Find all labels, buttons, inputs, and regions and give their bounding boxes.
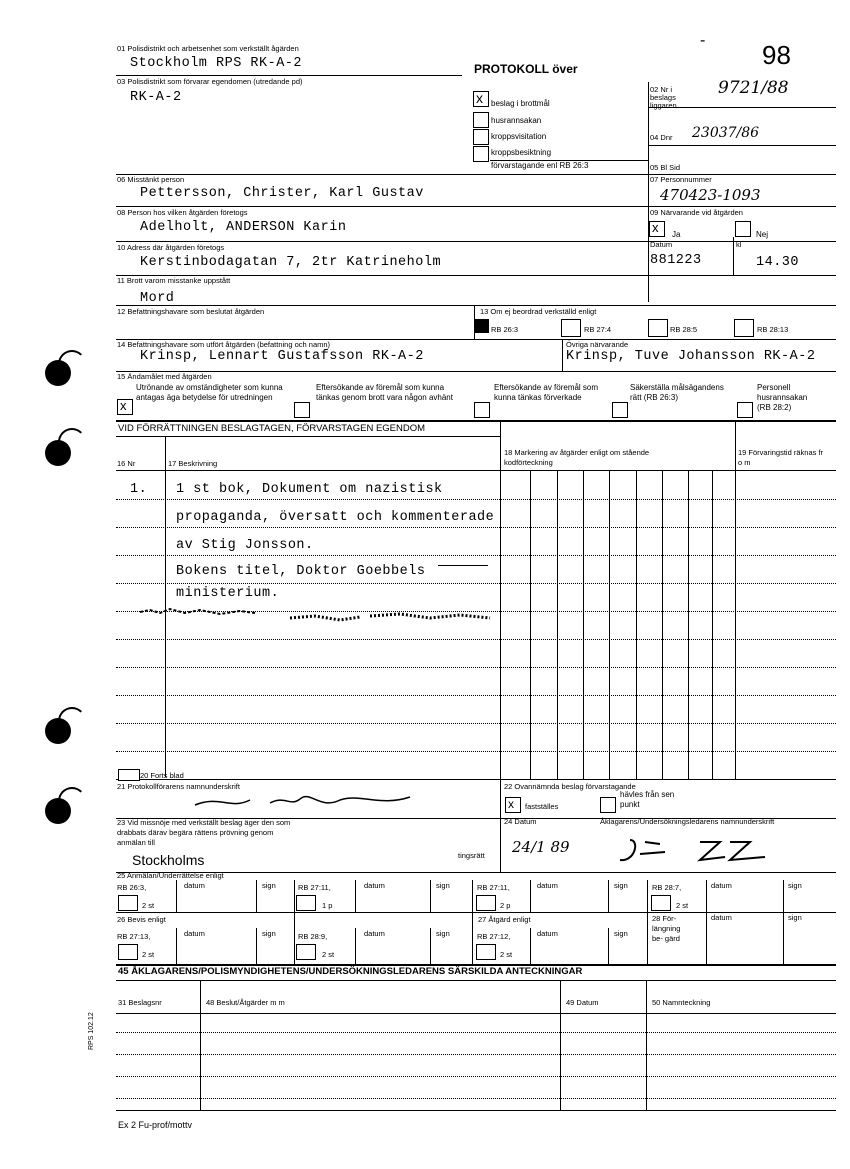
protocol-type-checkbox[interactable]: [473, 129, 489, 145]
field-15-label: 15 Ändamålet med åtgärden: [117, 372, 212, 381]
other-present-value: Krinsp, Tuve Johansson RK-A-2: [566, 349, 816, 364]
field-02-value: 9721/88: [718, 78, 789, 98]
proof-datum: datum: [364, 929, 385, 938]
item-number: 1.: [130, 482, 148, 497]
item-line: ministerium.: [176, 586, 280, 601]
notice-rb: RB 27:11,: [477, 883, 510, 892]
rb-option-label: RB 26:3: [491, 325, 519, 334]
notice-datum: datum: [184, 881, 205, 890]
protocol-type-label: kroppsvisitation: [491, 132, 547, 141]
form-title: PROTOKOLL över: [474, 62, 578, 76]
notice-box-label: 2 st: [142, 901, 155, 910]
field-06-label: 06 Misstänkt person: [117, 175, 185, 184]
present-yes-label: Ja: [672, 230, 681, 239]
col-19-header: 19 Förvaringstid räknas fr o m: [738, 448, 824, 467]
court-suffix: tingsrätt: [458, 851, 485, 860]
proof-box[interactable]: [296, 944, 316, 960]
rb-option-label: RB 28:13: [757, 325, 789, 334]
field-10-label: 10 Adress där åtgärden företogs: [117, 243, 225, 252]
rb-27-4-checkbox[interactable]: [561, 319, 581, 337]
field-23-label: 23 Vid missnöje med verkställt beslag äger den som drabbats därav begära rättens prövning genom anmälan till: [117, 818, 291, 847]
purpose-checkbox[interactable]: [612, 402, 628, 418]
purpose-option: Eftersökande av föremål som kunna tänkas förverkade: [494, 383, 599, 402]
action-rb: RB 27:12,: [477, 932, 511, 941]
col-31-header: 31 Beslagsnr: [118, 998, 162, 1007]
field-27-label: 27 Åtgärd enligt: [478, 915, 531, 924]
rb-28-5-checkbox[interactable]: [648, 319, 668, 337]
punch-hole-arc: [58, 350, 86, 378]
item-line: Bokens titel, Doktor Goebbels: [176, 564, 426, 579]
field-08-value: Adelholt, ANDERSON Karin: [140, 220, 347, 235]
notice-box[interactable]: [651, 895, 671, 911]
notice-box-label: 1 p: [322, 901, 333, 910]
protocol-type-label: kroppsbesiktning: [491, 148, 552, 157]
revoke-checkbox[interactable]: [600, 797, 616, 813]
rb-26-3-checkbox[interactable]: [475, 319, 489, 333]
protocol-type-checkbox[interactable]: x: [473, 91, 489, 107]
purpose-option: Utrönande av omständigheter som kunna antagas äga betydelse för utredningen: [136, 383, 283, 402]
field-09-label: 09 Närvarande vid åtgärden: [650, 208, 743, 217]
time-label: kl: [736, 240, 742, 249]
section-45-header: 45 ÅKLAGARENS/POLISMYNDIGHETENS/UNDERSÖKNINGSLEDARENS SÄRSKILDA ANTECKNINGAR: [118, 966, 583, 977]
extension-sign: sign: [788, 913, 802, 922]
footer-text: Ex 2 Fu-prof/mottv: [118, 1120, 193, 1130]
rb-option-label: RB 27:4: [584, 325, 612, 334]
proof-rb: RB 27:13,: [117, 932, 151, 941]
col-50-header: 50 Namnteckning: [652, 998, 711, 1007]
strikeout-mark: [140, 604, 495, 630]
notice-sign: sign: [614, 881, 628, 890]
proof-box-label: 2 st: [322, 950, 335, 959]
present-no-checkbox[interactable]: [735, 221, 751, 237]
protocol-type-label: förvarstagande enl RB 26:3: [491, 161, 589, 170]
field-11-label: 11 Brott varom misstanke uppstått: [117, 276, 231, 285]
col-18-header: 18 Markering av åtgärder enligt om stående kodförteckning: [504, 448, 650, 467]
purpose-checkbox[interactable]: [294, 402, 310, 418]
form-code: RPS 102.12: [88, 1012, 95, 1050]
item-line: av Stig Jonsson.: [176, 538, 314, 553]
field-21-label: 21 Protokollförarens namnunderskrift: [117, 782, 240, 791]
protocol-type-checkbox[interactable]: [473, 146, 489, 162]
court-name: Stockholms: [132, 852, 205, 868]
proof-datum: datum: [184, 929, 205, 938]
field-05-label: 05 Bl Sid: [650, 163, 681, 172]
continuation-sheet-box[interactable]: [118, 769, 140, 781]
field-14-value: Krinsp, Lennart Gustafsson RK-A-2: [140, 349, 424, 364]
purpose-option: Personell husrannsakan (RB 28:2): [757, 383, 808, 412]
notice-datum: datum: [364, 881, 385, 890]
purpose-checkbox[interactable]: [474, 402, 490, 418]
field-04-value: 23037/86: [692, 125, 760, 141]
field-08-label: 08 Person hos vilken åtgärden företogs: [117, 208, 248, 217]
field-12-label: 12 Befattningshavare som beslutat åtgärden: [117, 307, 265, 316]
purpose-checkbox[interactable]: [737, 402, 753, 418]
notice-box[interactable]: [476, 895, 496, 911]
date-value: 881223: [650, 253, 702, 268]
notice-sign: sign: [788, 881, 802, 890]
field-07-label: 07 Personnummer: [650, 175, 712, 184]
confirm-label: fastställes: [525, 802, 559, 811]
item-line: 1 st bok, Dokument om nazistisk: [176, 482, 443, 497]
confirm-checkbox[interactable]: x: [505, 797, 521, 813]
notice-box[interactable]: [118, 895, 138, 911]
protocol-type-label: husrannsakan: [491, 116, 542, 125]
field-28-label: 28 För- längning be- gärd: [652, 914, 681, 943]
field-13-label: 13 Om ej beordrad verkställd enligt: [480, 307, 597, 316]
field-11-value: Mord: [140, 291, 175, 306]
proof-box[interactable]: [118, 944, 138, 960]
prosecutor-signature-label: Åklagarens/Undersökningsledarens namnunderskrift: [600, 817, 775, 826]
notice-sign: sign: [436, 881, 450, 890]
action-box-label: 2 st: [500, 950, 513, 959]
other-present-label: Övriga närvarande: [566, 340, 629, 349]
notice-datum: datum: [711, 881, 732, 890]
rb-28-13-checkbox[interactable]: [734, 319, 754, 337]
recorder-signature: [190, 785, 420, 820]
protocol-type-checkbox[interactable]: [473, 112, 489, 128]
field-26-label: 26 Bevis enligt: [117, 915, 166, 924]
notice-rb: RB 28:7,: [652, 883, 682, 892]
field-25-label: 25 Anmälan/Underrättelse enligt: [117, 871, 224, 880]
field-01-value: Stockholm RPS RK-A-2: [130, 56, 303, 71]
purpose-checkbox[interactable]: x: [117, 399, 133, 415]
proof-sign: sign: [262, 929, 276, 938]
rb-option-label: RB 28:5: [670, 325, 698, 334]
notice-box[interactable]: [296, 895, 316, 911]
item-line: propaganda, översatt och kommenterade: [176, 510, 495, 525]
revoke-label: hävles från sen punkt: [620, 790, 675, 809]
prosecutor-signature: [600, 832, 780, 872]
protocol-type-label: beslag i brottmål: [491, 99, 550, 108]
notice-datum: datum: [537, 881, 558, 890]
section-header: VID FÖRRÄTTNINGEN BESLAGTAGEN, FÖRVARSTAGEN EGENDOM: [118, 423, 426, 434]
col-48-header: 48 Beslut/Åtgärder m m: [206, 998, 285, 1007]
notice-box-label: 2 p: [500, 901, 511, 910]
col-49-header: 49 Datum: [566, 998, 599, 1007]
strikeout-line: [438, 565, 488, 566]
field-10-value: Kerstinbodagatan 7, 2tr Katrineholm: [140, 255, 442, 270]
action-sign: sign: [614, 929, 628, 938]
action-box[interactable]: [476, 944, 496, 960]
field-03-value: RK-A-2: [130, 90, 182, 105]
punch-hole-arc: [58, 707, 86, 735]
notice-rb: RB 27:11,: [298, 883, 331, 892]
field-24-label: 24 Datum: [504, 817, 537, 826]
notice-rb: RB 26:3,: [117, 883, 147, 892]
punch-hole-arc: [58, 787, 86, 815]
punch-hole-arc: [58, 428, 86, 456]
field-04-label: 04 Dnr: [650, 133, 673, 142]
notice-sign: sign: [262, 881, 276, 890]
field-14-label: 14 Befattningshavare som utfört åtgärden (befattning och namn): [117, 340, 331, 349]
col-16-header: 16 Nr: [117, 459, 136, 468]
proof-rb: RB 28:9,: [298, 932, 328, 941]
proof-box-label: 2 st: [142, 950, 155, 959]
field-06-value: Pettersson, Christer, Karl Gustav: [140, 186, 424, 201]
proof-sign: sign: [436, 929, 450, 938]
present-yes-checkbox[interactable]: x: [649, 221, 665, 237]
decision-date: 24/1 89: [512, 838, 570, 856]
field-02-label: 02 Nr i beslags liggaren: [650, 85, 677, 110]
present-no-label: Nej: [756, 230, 769, 239]
field-22-label: 22 Ovannämnda beslag förvarstagande: [504, 782, 636, 791]
col-17-header: 17 Beskrivning: [168, 459, 218, 468]
field-01-label: 01 Polisdistrikt och arbetsenhet som verkställt ågärden: [117, 44, 299, 53]
date-label: Datum: [650, 240, 673, 249]
field-07-value: 470423-1093: [660, 186, 761, 204]
purpose-option: Säkerställa målsägandens rätt (RB 26:3): [630, 383, 724, 402]
notice-box-label: 2 st: [676, 901, 689, 910]
field-20-label: 20 Forts blad: [140, 771, 184, 780]
action-datum: datum: [537, 929, 558, 938]
extension-datum: datum: [711, 913, 732, 922]
page-number: 98: [762, 40, 791, 70]
dash-mark: -: [700, 32, 706, 49]
time-value: 14.30: [756, 255, 800, 270]
field-03-label: 03 Polisdistrikt som förvarar egendomen (utredande pd): [117, 77, 303, 86]
purpose-option: Eftersökande av föremål som kunna tänkas genom brott vara någon avhänt: [316, 383, 453, 402]
